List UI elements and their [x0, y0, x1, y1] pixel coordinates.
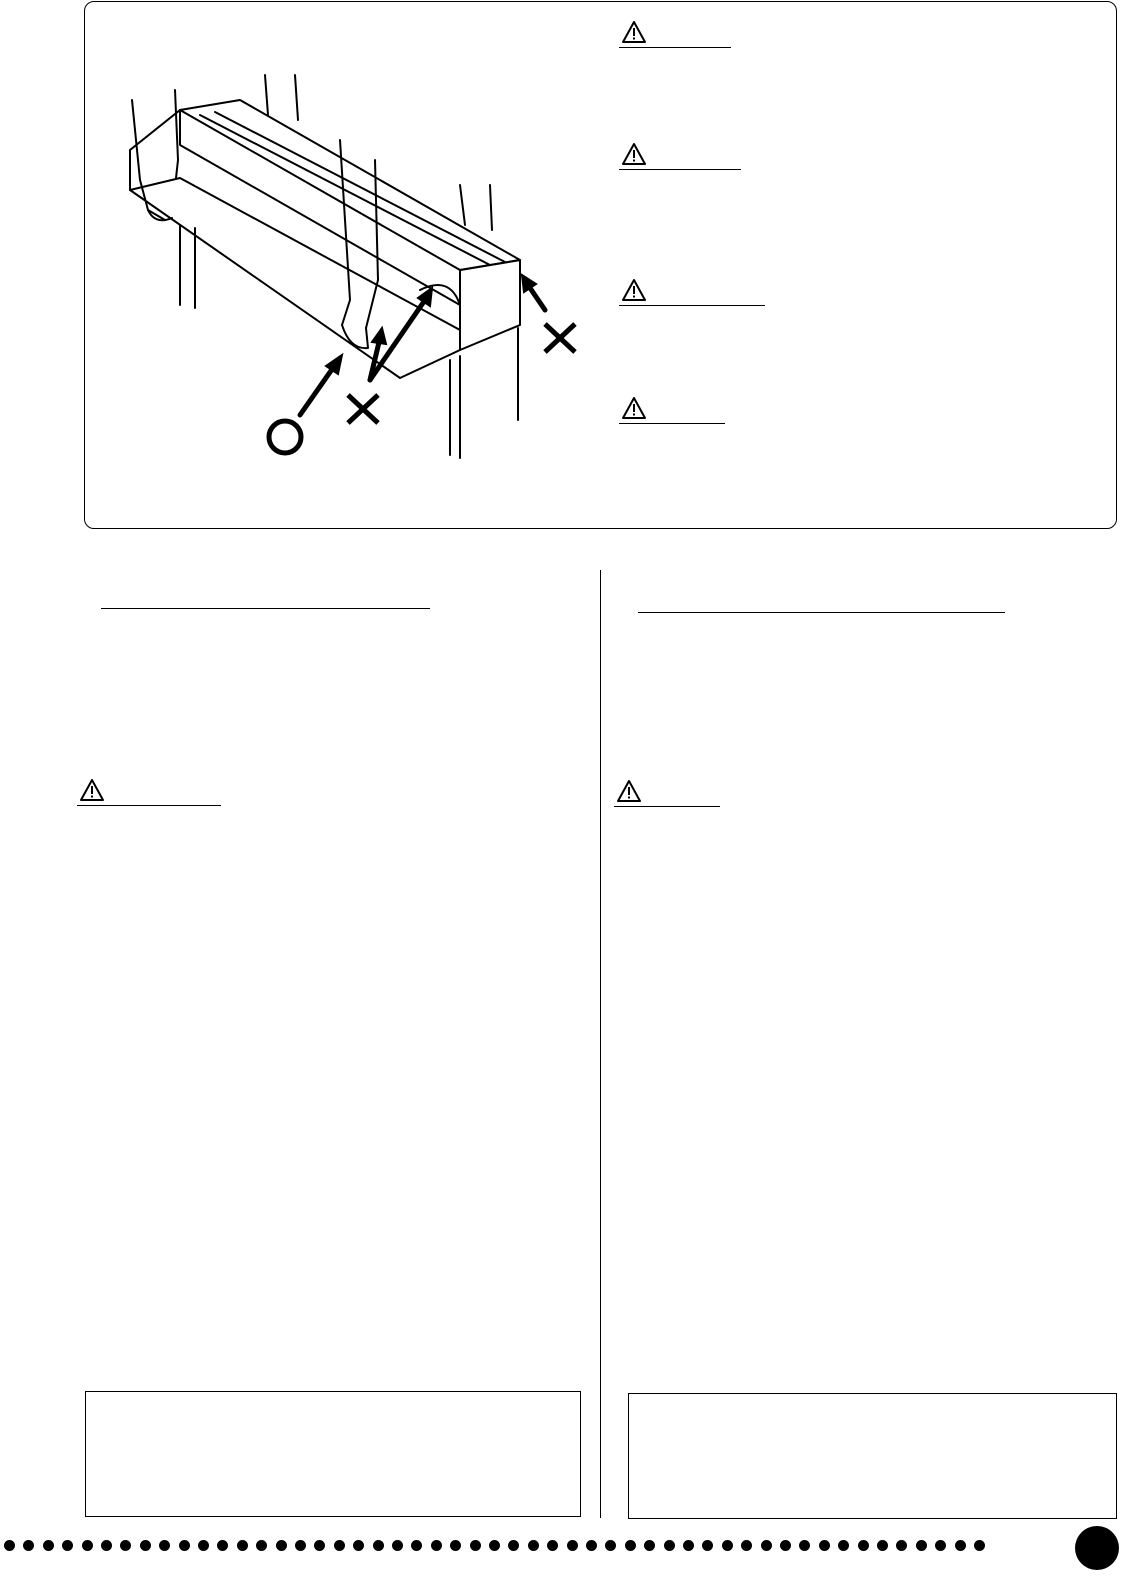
footer-dot	[101, 1540, 112, 1551]
right-caution-header	[614, 777, 720, 807]
footer-dot	[140, 1540, 151, 1551]
footer-dot	[237, 1540, 248, 1551]
footer-dot	[586, 1540, 597, 1551]
footer-dot	[295, 1540, 306, 1551]
footer-dot	[858, 1540, 869, 1551]
piano-lifting-illustration-icon	[120, 60, 600, 470]
footer-dot	[4, 1540, 15, 1551]
footer-dot	[489, 1540, 500, 1551]
footer-dot	[392, 1540, 403, 1551]
footer-dot	[353, 1540, 364, 1551]
warning-triangle-icon	[621, 396, 647, 420]
footer-dot	[896, 1540, 907, 1551]
footer-dot	[547, 1540, 558, 1551]
footer-dot	[799, 1540, 810, 1551]
footer-dot	[431, 1540, 442, 1551]
footer-dot	[62, 1540, 73, 1551]
footer-dot	[23, 1540, 34, 1551]
left-caution-header	[77, 776, 221, 806]
footer-dot	[179, 1540, 190, 1551]
left-note-box	[85, 1391, 581, 1517]
footer-dot	[838, 1540, 849, 1551]
footer-dot	[625, 1540, 636, 1551]
footer-dot	[955, 1540, 966, 1551]
footer-dot	[877, 1540, 888, 1551]
warning-header-4	[619, 394, 725, 424]
footer-dot	[644, 1540, 655, 1551]
footer-dot	[198, 1540, 209, 1551]
footer-dot	[935, 1540, 946, 1551]
footer-dot	[373, 1540, 384, 1551]
footer-dotted-rule	[0, 1540, 990, 1554]
footer-dot	[780, 1540, 791, 1551]
warning-triangle-icon	[621, 142, 647, 166]
footer-dot	[276, 1540, 287, 1551]
footer-dot	[605, 1540, 616, 1551]
right-note-box	[628, 1393, 1117, 1519]
warning-header-1	[619, 18, 731, 48]
footer-dot	[43, 1540, 54, 1551]
warning-triangle-icon	[79, 778, 105, 802]
footer-dot	[450, 1540, 461, 1551]
footer-dot	[722, 1540, 733, 1551]
footer-dot	[256, 1540, 267, 1551]
warning-header-2	[619, 140, 741, 170]
right-section-heading-rule	[638, 612, 1005, 613]
warning-triangle-icon	[621, 278, 647, 302]
footer-dot	[741, 1540, 752, 1551]
footer-dot	[314, 1540, 325, 1551]
footer-dot	[159, 1540, 170, 1551]
footer-dot	[528, 1540, 539, 1551]
footer-dot	[334, 1540, 345, 1551]
footer-dot	[217, 1540, 228, 1551]
footer-dot	[470, 1540, 481, 1551]
footer-dot	[683, 1540, 694, 1551]
footer-dot	[82, 1540, 93, 1551]
footer-dot	[664, 1540, 675, 1551]
footer-dot	[916, 1540, 927, 1551]
footer-dot	[120, 1540, 131, 1551]
warning-triangle-icon	[616, 779, 642, 803]
page-number-disc	[1075, 1526, 1119, 1570]
column-divider	[600, 570, 601, 1518]
footer-dot	[974, 1540, 985, 1551]
warning-triangle-icon	[621, 20, 647, 44]
warning-header-3	[619, 276, 765, 306]
footer-dot	[819, 1540, 830, 1551]
footer-dot	[567, 1540, 578, 1551]
footer-dot	[508, 1540, 519, 1551]
footer-dot	[761, 1540, 772, 1551]
footer-dot	[411, 1540, 422, 1551]
left-section-heading-rule	[101, 608, 430, 609]
footer-dot	[702, 1540, 713, 1551]
